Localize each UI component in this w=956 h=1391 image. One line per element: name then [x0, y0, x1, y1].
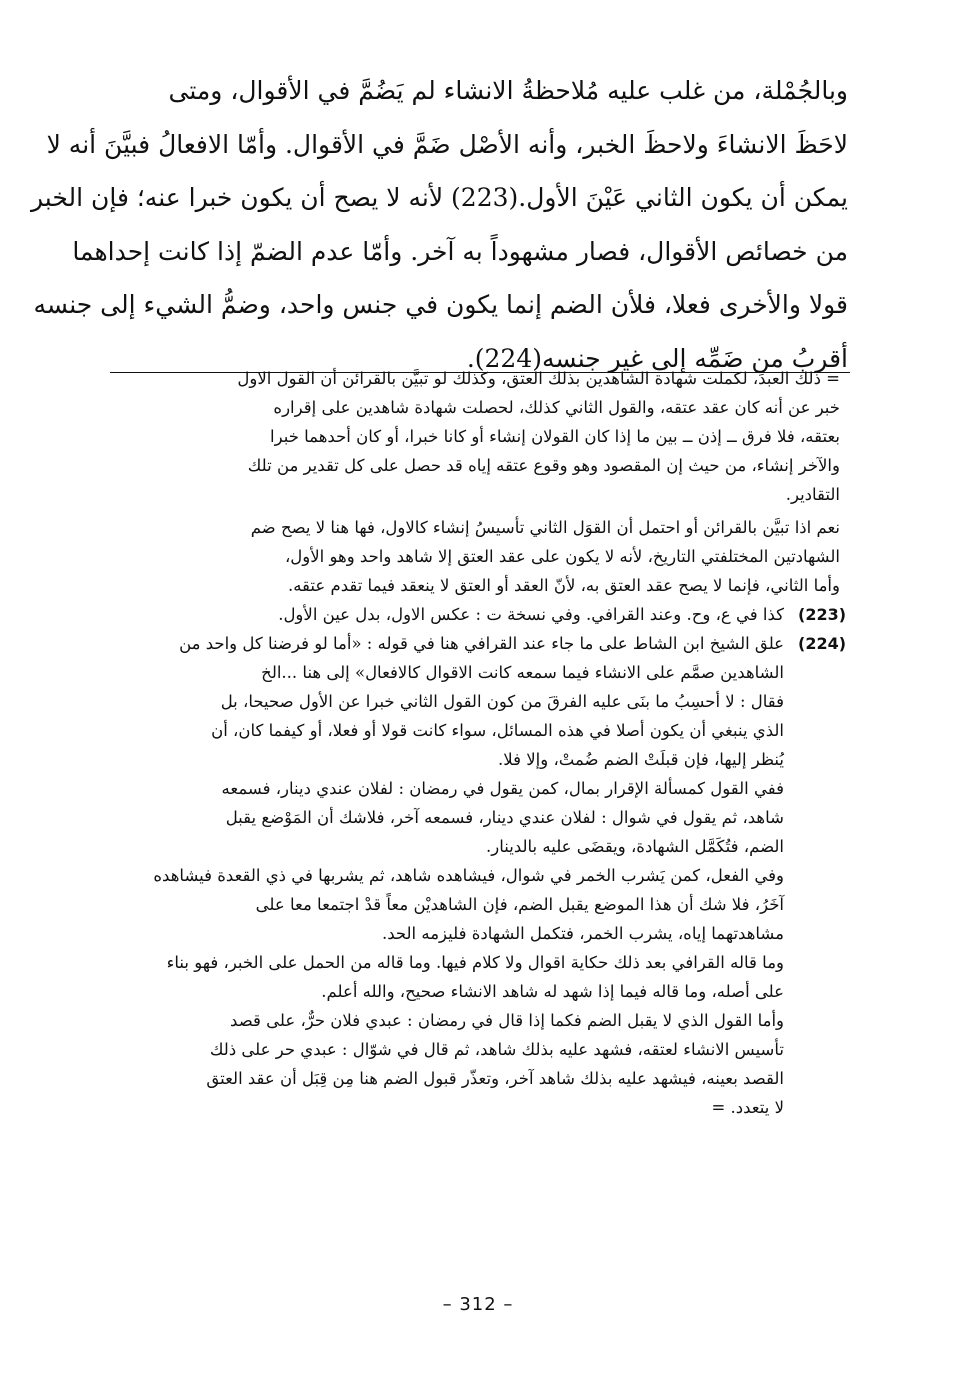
footnote-line: بعتقه، فلا فرق ــ إذن ــ بين ما إذا كان القولان إنشاء أو كانا خبرا، أو كان أحدهما خبرا	[270, 427, 840, 446]
main-line: لاحَظَ الانشاءَ ولاحظَ الخبر، وأنه الأصْل ضَمَّ في الأقوال. وأمّا الافعالُ فبيَّنَ أنه لا	[46, 129, 848, 159]
page-number: – 312 –	[442, 1294, 514, 1315]
footnote-line: يُنظر إليها، فإن قبلَتْ الضم ضُمتْ، وإلا فلا.	[498, 750, 784, 769]
footnote-line: وأما الثاني، فإنما لا يصح عقد العتق به، لأنّ العقد أو العتق لا ينعقد فيما تقدم عتقه.	[287, 576, 840, 595]
footnote-line: وفي الفعل، كمن يَشرب الخمر في شوال، فيشاهده شاهد، ثم يشربها في ذي القعدة فيشاهده	[153, 866, 784, 885]
footnote-line: ففي القول كمسألة الإقرار بمال، كمن يقول في رمضان : لفلان عندي دينار، فسمعه	[221, 779, 784, 798]
footnotes-section	[98, 364, 847, 1122]
footnote-line: الشاهدين صمَّم على الانشاء فيما سمعه كانت الاقوال كالافعال» إلى هنا ...الخ	[261, 663, 784, 682]
footnote-224	[98, 629, 847, 658]
footnote-line: وما قاله القرافي بعد ذلك حكاية اقوال ولا كلام فيها. وما قاله من الحمل على الخبر، فهو بناء	[166, 953, 784, 972]
main-line: أقربُ من ضَمِّه إلى غير جنسه(224).	[466, 343, 848, 373]
footnote-line: خبر عن أنه كان عقد عتقه، والقول الثاني كذلك، لحصلت شهادة شاهدين على إقراره	[273, 398, 840, 417]
footnote-line: آخَرُ، فلا شك أن هذا الموضع يقبل الضم، فإن الشاهديْن معاً قدْ اجتمعا معا على	[255, 895, 784, 914]
footnote-line: على أصله، وما قاله فيما إذا شهد له شاهد الانشاء صحيح، والله أعلم.	[321, 982, 784, 1001]
footnote-line: والآخر إنشاء، من حيث إن المقصود وهو وقوع عتقه إياه قد حصل على كل تقدير من تلك	[247, 456, 840, 475]
main-line: من خصائص الأقوال، فصار مشهوداً به آخر. وأمّا عدم الضمّ إذا كانت إحداهما	[72, 236, 848, 266]
footnote-line: التقادير.	[785, 485, 840, 504]
main-line: يمكن أن يكون الثاني عَيْنَ الأول.(223) لأنه لا يصح أن يكون خبرا عنه؛ فإن الخبر	[31, 183, 848, 212]
footnote-line: الضم، فتُكَمَّل الشهادة، ويقضَى عليه بالدينار.	[486, 837, 784, 856]
footnote-line: الشهادتين المختلفتي التاريخ، لأنه لا يكون على عقد العتق إلا شاهد واحد وهو الأول،	[284, 547, 840, 566]
footnote-text-223: كذا في ع، وح. وعند القرافي. وفي نسخة ت : عكس الاول، بدل عين الأول.	[278, 605, 784, 624]
footnote-223	[98, 600, 847, 629]
footnote-line: مشاهدتهما إياه، يشرب الخمر، فتكمل الشهادة فليزمه الحد.	[381, 924, 784, 943]
main-line: قولا والأخرى فعلا، فلأن الضم إنما يكون في جنس واحد، وضمُّ الشيء إلى جنسه	[33, 290, 848, 319]
footnote-line: شاهد، ثم يقول في شوال : لفلان عندي دينار، فسمعه آخر، فلاشك أن المَوْضع يقبل	[225, 808, 784, 827]
footnote-text-224: علق الشيخ ابن الشاط على ما جاء عند القرافي هنا في قوله : «أما لو فرضنا كل واحد من	[179, 634, 784, 653]
footnote-line: نعم اذا تبيَّن بالقرائن أو احتمل أن القوَل الثاني تأسيسُ إنشاء كالاول، فها هنا لا يصح ضم	[250, 518, 840, 537]
footnote-line: الذي ينبغي أن يكون أصلا في هذه المسائل، سواء كانت قولا أو فعلا، أو كيفما كان، أن	[211, 721, 784, 740]
footnote-number-224: (224)	[798, 634, 847, 653]
footnote-line: وأما القول الذي لا يقبل الضم فكما إذا قال في رمضان : عبدي فلان حرٌّ، على قصد	[230, 1011, 784, 1030]
footnote-line: تأسيس الانشاء لعتقه، فشهد عليه بذلك شاهد، ثم قال في شوّال : عبدي حر على ذلك	[209, 1040, 784, 1059]
footnote-line: القصد بعينه، فيشهد عليه بذلك شاهد آخر، وتعذّر قبول الضم هنا مِن قِبَل أن عقد العتق	[206, 1069, 784, 1088]
main-line: وبالجُمْلة، من غلب عليه مُلاحظةُ الانشاء لم يَضُمَّ في الأقوال، ومتى	[168, 76, 848, 105]
footnote-line: = ذلك العبدَ، لكملت شهادة الشاهدين بذلك العتق، وكذلك لو تبيَّن بالقرائن أن القول الاول	[237, 369, 840, 388]
footnote-line: لا يتعدد. =	[711, 1098, 784, 1117]
footnote-line: فقال : لا أحسِبُ ما بنَى عليه الفرقَ من كون القول الثاني خبرا عن الأول صحيحا، بل	[220, 692, 784, 711]
main-body-text	[31, 64, 848, 385]
footnote-number-223: (223)	[798, 605, 847, 624]
